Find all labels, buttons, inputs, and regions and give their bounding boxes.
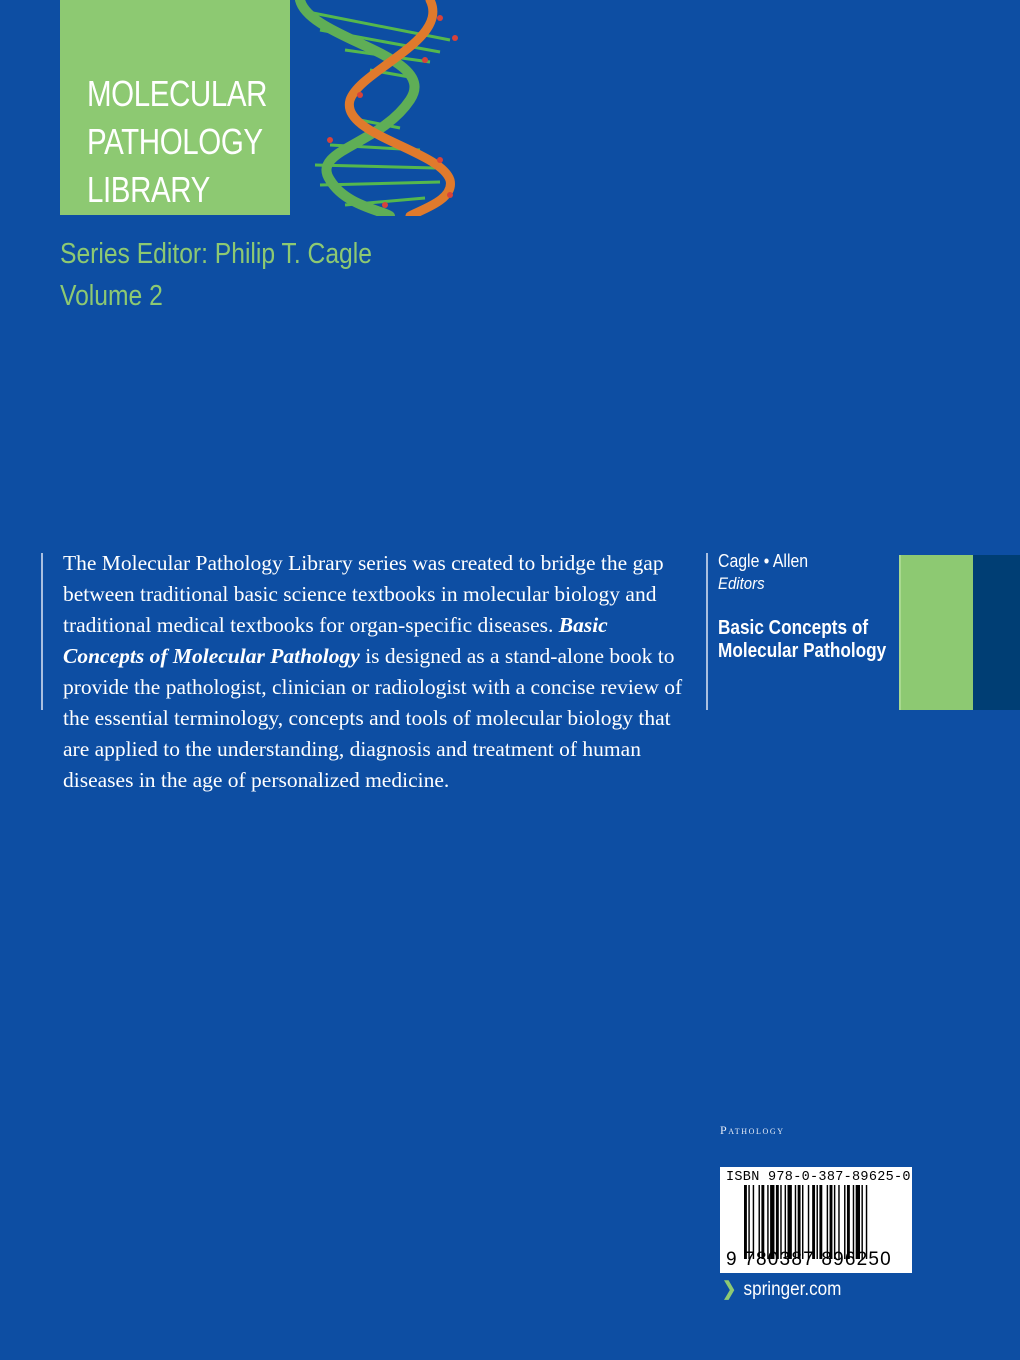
series-title [87,70,267,214]
spine-book-title [718,617,886,663]
blurb-text-2: is designed as a stand-alone book to provide the pathologist, clinician or radiologist with a concise review of the essential terminology, concepts and tools of molecular biology that are applied to the understanding, diagnosis and treatment of human diseases in the age of personalized medicine. [63,644,683,792]
series-title-box [60,0,290,215]
subject-category: Pathology [720,1123,785,1137]
series-title-line-2: PATHOLOGY [87,121,263,162]
publisher-url: springer.com [743,1279,842,1300]
publisher-link[interactable] [722,1278,841,1301]
spine-authors: Cagle • Allen [718,551,809,571]
series-title-line-1: MOLECULAR [87,73,268,114]
blurb-rule [41,553,43,710]
blurb-book-title: Basic Concepts of Molecular Pathology [63,613,608,668]
spine-navy-tab [973,555,1020,710]
spine-green-tab [899,555,973,710]
dna-helix-image [290,0,470,216]
isbn-text: ISBN 978-0-387-89625-0 [726,1170,911,1185]
isbn-barcode [720,1167,912,1273]
volume-label: Volume 2 [60,280,163,312]
spine-rule [706,553,708,710]
series-title-line-3: LIBRARY [87,169,210,210]
back-cover-blurb [63,548,688,796]
spine-title-line-2: Molecular Pathology [718,640,887,662]
blurb-text-1: The Molecular Pathology Library series was created to bridge the gap between traditional basic science textbooks in molecular biology and traditional medical textbooks for organ-specific diseases. [63,551,664,637]
spine-title-line-1: Basic Concepts of [718,617,869,639]
chevron-right-icon: ❯ [722,1279,737,1300]
barcode-bars [744,1185,904,1259]
barcode-number: 9 780387 896250 [726,1249,892,1270]
spine-role: Editors [718,574,765,593]
series-editor: Series Editor: Philip T. Cagle [60,238,372,270]
